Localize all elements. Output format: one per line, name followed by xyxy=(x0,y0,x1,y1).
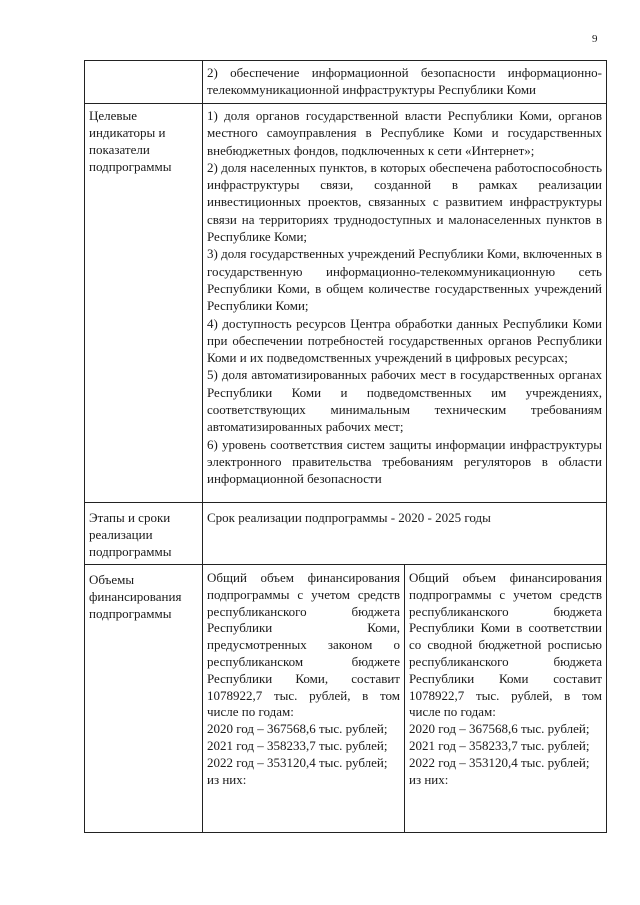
passport-table xyxy=(84,60,607,833)
row-label-empty xyxy=(85,61,203,104)
funding-by-budget-schedule xyxy=(404,565,606,832)
indicator-item: 3) доля государственных учреждений Республики Коми, включенных в государственную информационно-телекоммуникационную сеть Республики Коми, в общем количестве государственных учреждений Республики Коми; xyxy=(207,246,602,314)
indicator-item: 6) уровень соответствия систем защиты информации инфраструктуры электронного правительства требованиям регуляторов в области информационной безопасности xyxy=(207,436,602,487)
table-row xyxy=(85,503,607,565)
task-item: 2) обеспечение информационной безопасности информационно-телекоммуникационной инфраструктуры Республики Коми xyxy=(207,65,602,98)
indicator-item: 1) доля органов государственной власти Республики Коми, органов местного самоуправления в Республике Коми и государственных внебюджетных фондов, подключенных к сети «Интернет»; xyxy=(207,108,602,158)
row-label-stages: Этапы и сроки реализации подпрограммы xyxy=(85,503,203,565)
indicator-item: 2) доля населенных пунктов, в которых обеспечена работоспособность инфраструктуры связи, созданной в рамках реализации инвестиционных проектов, связанных с развитием инфраструктуры связи на территориях труднодоступных и малонаселенных пунктов в Республике Коми; xyxy=(207,159,602,245)
funding-intro: Общий объем финансирования подпрограммы с учетом средств республиканского бюджета Республики Коми в соответствии со сводной бюджетной росписью республиканского бюджета Республики Коми составит 1078922,7 тыс. рублей, в том числе по годам: xyxy=(409,570,602,720)
funding-tail: из них: xyxy=(207,771,247,787)
implementation-period: Срок реализации подпрограммы - 2020 - 2025 годы xyxy=(207,510,491,525)
funding-content xyxy=(203,565,607,833)
row-label-indicators: Целевые индикаторы и показатели подпрограммы xyxy=(85,104,203,503)
indicator-item: 4) доступность ресурсов Центра обработки данных Республики Коми при обеспечении потребностей государственных органов Республики Коми и их подведомственных учреждений в цифровых ресурсах; xyxy=(207,315,602,366)
funding-tail: из них: xyxy=(409,771,449,787)
funding-intro: Общий объем финансирования подпрограммы с учетом средств республиканского бюджета Республики Коми, предусмотренных законом о республиканском бюджете Республики Коми, составит 1078922,7 тыс. рублей, в том числе по годам: xyxy=(207,570,400,720)
funding-year: 2020 год – 367568,6 тыс. рублей; xyxy=(409,721,590,737)
funding-year: 2021 год – 358233,7 тыс. рублей; xyxy=(409,737,590,753)
funding-year: 2022 год – 353120,4 тыс. рублей; xyxy=(207,754,388,770)
page-number: 9 xyxy=(592,33,598,45)
funding-year: 2021 год – 358233,7 тыс. рублей; xyxy=(207,737,388,753)
table-row xyxy=(85,565,607,833)
funding-year: 2022 год – 353120,4 тыс. рублей; xyxy=(409,754,590,770)
row-content xyxy=(203,61,607,104)
indicators-list xyxy=(203,104,607,503)
table-row xyxy=(85,104,607,503)
table-row xyxy=(85,61,607,104)
funding-by-law xyxy=(203,565,404,832)
row-content xyxy=(203,503,607,565)
indicator-item: 5) доля автоматизированных рабочих мест в государственных органах Республики Коми и подведомственных им учреждениях, соответствующих минимальным техническим требованиям автоматизированных рабочих мест; xyxy=(207,367,602,435)
row-label-funding: Объемы финансирования подпрограммы xyxy=(85,565,203,833)
funding-year: 2020 год – 367568,6 тыс. рублей; xyxy=(207,721,388,737)
